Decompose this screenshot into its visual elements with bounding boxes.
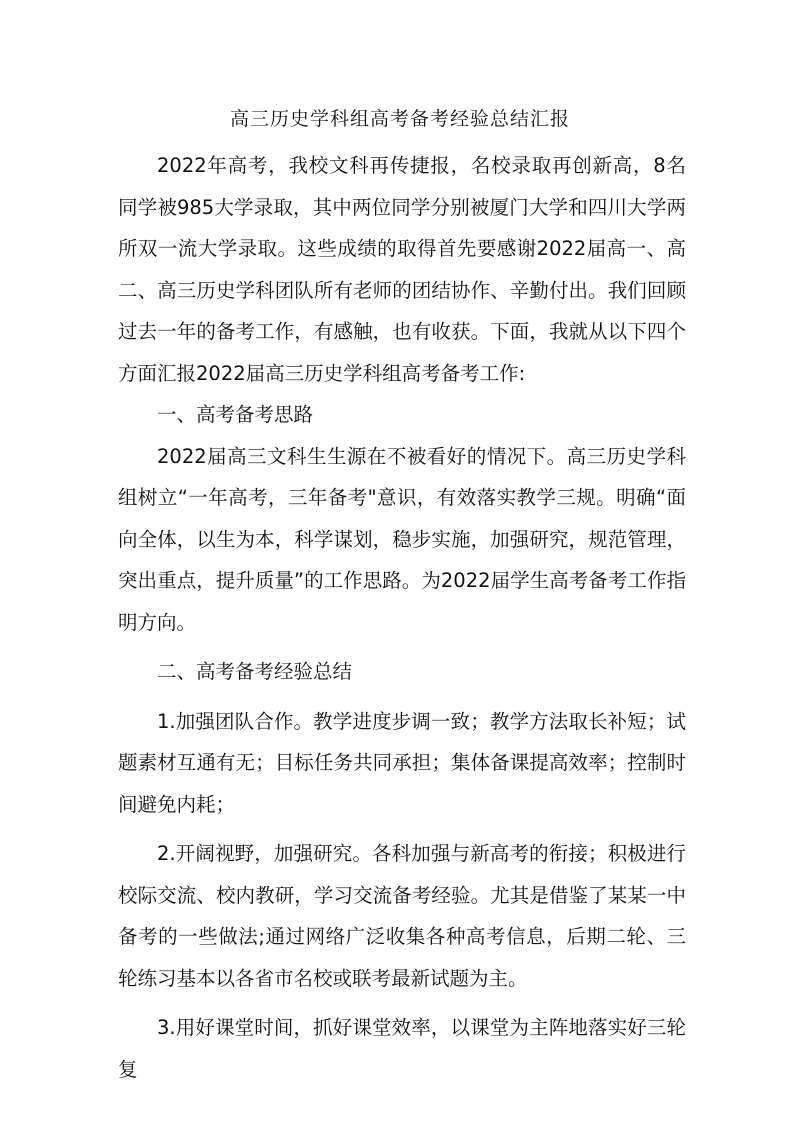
document-title: 高三历史学科组高考备考经验总结汇报	[229, 108, 570, 130]
section-1-paragraph: 2022届高三文科生生源在不被看好的情况下。高三历史学科组树立“一年高考，三年备考"意识，有效落实教学三规。明确“面向全体，以生为本，科学谋划，稳步实施，加强研究，规范管理，突出重点，提升质量”的工作思路。为2022届学生高考备考工作指明方向。	[118, 444, 686, 634]
document-body	[118, 145, 686, 1090]
experience-item-3: 3.用好课堂时间，抓好课堂效率，以课堂为主阵地落实好三轮复	[118, 1016, 686, 1081]
experience-item-2: 2.开阔视野，加强研究。各科加强与新高考的衔接；积极进行校际交流、校内教研，学习交流备考经验。尤其是借鉴了某某一中备考的一些做法;通过网络广泛收集各种高考信息，后期二轮、三轮练习基本以各省市名校或联考最新试题为主。	[118, 842, 686, 990]
intro-paragraph: 2022年高考，我校文科再传捷报，名校录取再创新高，8名同学被985大学录取，其中两位同学分别被厦门大学和四川大学两所双一流大学录取。这些成绩的取得首先要感谢2022届高一、高二、高三历史学科团队所有老师的团结协作、辛勤付出。我们回顾过去一年的备考工作，有感触，也有收获。下面，我就从以下四个方面汇报2022届高三历史学科组高考备考工作:	[118, 154, 686, 385]
section-heading-1: 一、高考备考思路	[157, 403, 314, 426]
experience-item-1: 1.加强团队合作。教学进度步调一致；教学方法取长补短；试题素材互通有无；目标任务共同承担；集体备课提高效率；控制时间避免内耗；	[118, 709, 686, 816]
section-heading-2: 二、高考备考经验总结	[157, 660, 353, 683]
